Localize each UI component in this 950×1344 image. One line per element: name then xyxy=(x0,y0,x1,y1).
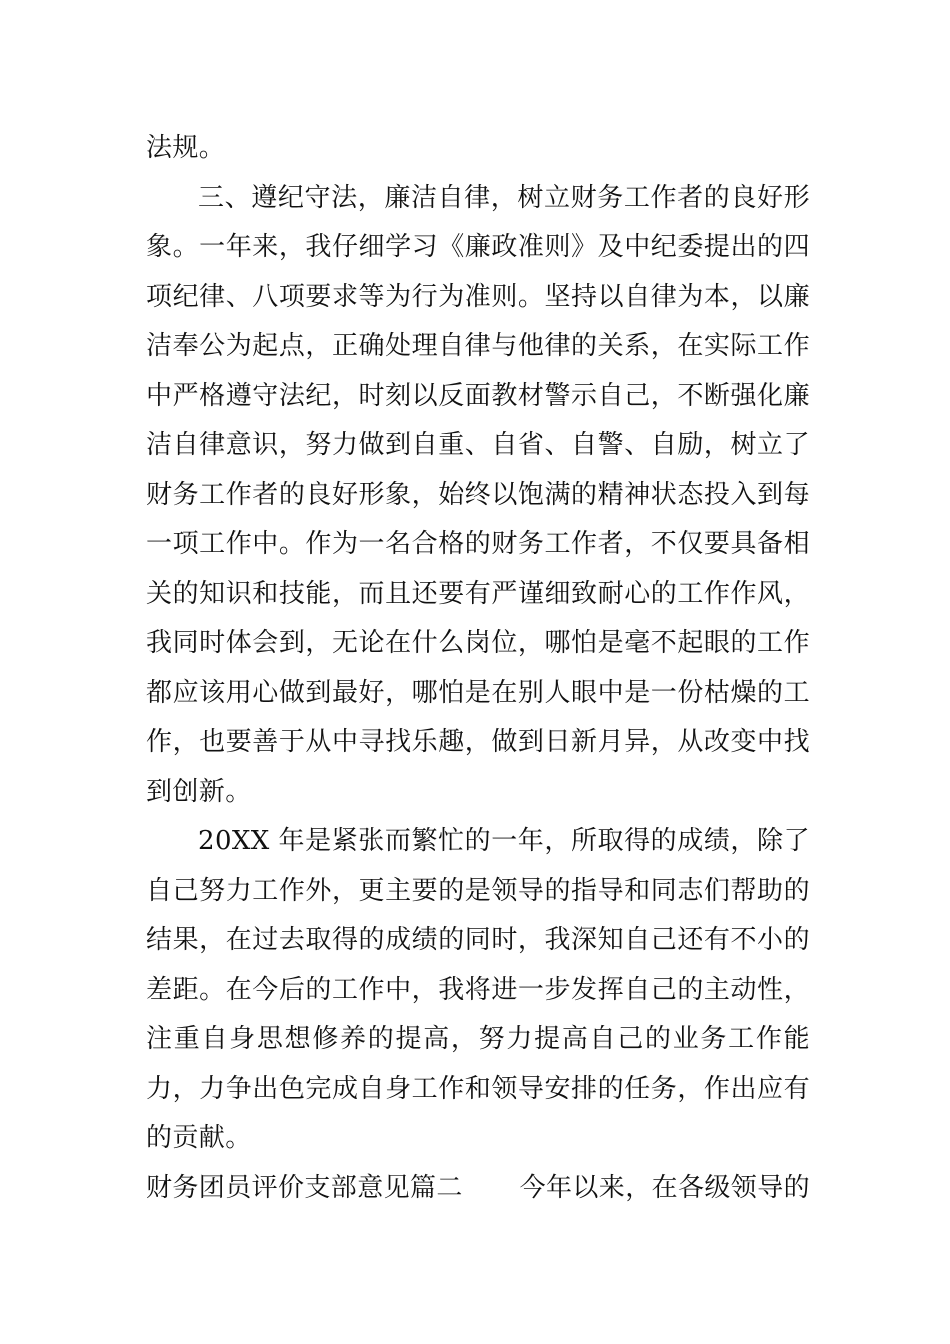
document-body xyxy=(146,124,810,1213)
section-start-text: 今年以来，在各级领导的 xyxy=(519,1172,810,1203)
paragraph-integrity: 三、遵纪守法，廉洁自律，树立财务工作者的良好形象。一年来，我仔细学习《廉政准则》及中纪委提出的四项纪律、八项要求等为行为准则。坚持以自律为本，以廉洁奉公为起点，正确处理自律与他律的关系，在实际工作中严格遵守法纪，时刻以反面教材警示自己，不断强化廉洁自律意识，努力做到自重、自省、自警、自励，树立了财务工作者的良好形象，始终以饱满的精神状态投入到每一项工作中。作为一名合格的财务工作者，不仅要具备相关的知识和技能，而且还要有严谨细致耐心的工作作风，我同时体会到，无论在什么岗位，哪怕是毫不起眼的工作都应该用心做到最好，哪怕是在别人眼中是一份枯燥的工作，也要善于从中寻找乐趣，做到日新月异，从改变中找到创新。 xyxy=(146,182,810,807)
section-heading: 财务团员评价支部意见篇二 xyxy=(146,1172,463,1203)
paragraph-continuation: 法规。 xyxy=(146,133,226,163)
section-heading-line xyxy=(146,1164,810,1214)
paragraph-year-summary: 20XX 年是紧张而繁忙的一年，所取得的成绩，除了自己努力工作外，更主要的是领导的指导和同志们帮助的结果，在过去取得的成绩的同时，我深知自己还有不小的差距。在今后的工作中，我将进一步发挥自己的主动性，注重自身思想修养的提高，努力提高自己的业务工作能力，力争出色完成自身工作和领导安排的任务，作出应有的贡献。 xyxy=(146,826,810,1153)
